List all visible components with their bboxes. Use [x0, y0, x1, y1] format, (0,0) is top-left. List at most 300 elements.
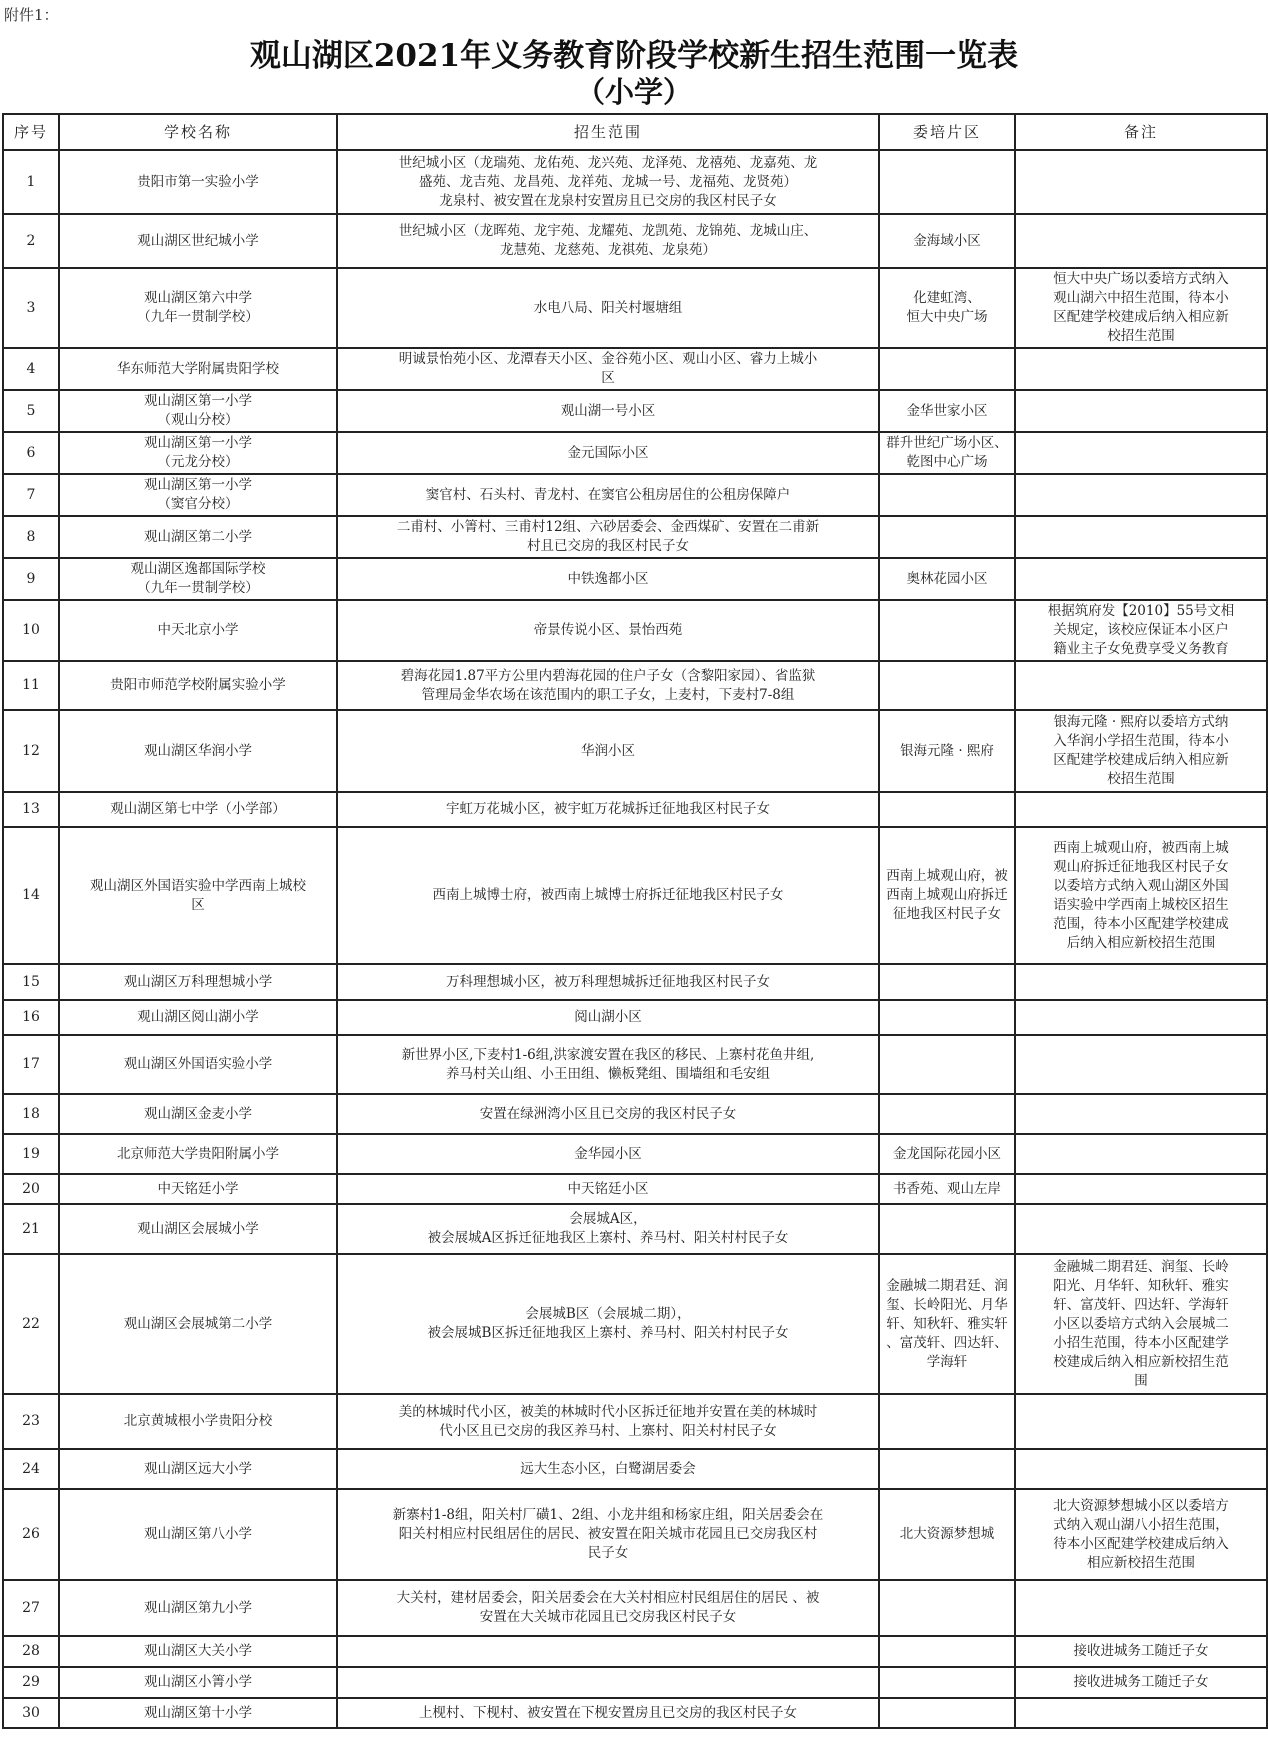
cell-entrusted-area-line: 征地我区村民子女 — [893, 906, 1001, 922]
cell-remarks — [1015, 1204, 1267, 1254]
cell-entrusted-area — [879, 1449, 1015, 1489]
cell-entrusted-area-line: 乾图中心广场 — [906, 454, 988, 470]
cell-enrollment-scope — [337, 1394, 879, 1449]
cell-school-name-line: 贵阳市第一实验小学 — [137, 173, 259, 190]
cell-enrollment-scope — [337, 1134, 879, 1174]
cell-school-name — [59, 710, 337, 792]
cell-school-name — [59, 268, 337, 348]
cell-remarks-line: 区配建学校建成后纳入相应新 — [1053, 752, 1229, 768]
cell-enrollment-scope-line: 宇虹万花城小区，被宇虹万花城拆迁征地我区村民子女 — [446, 801, 770, 817]
cell-school-name — [59, 214, 337, 268]
cell-enrollment-scope-line: 中天铭廷小区 — [567, 1180, 649, 1197]
page-title: 观山湖区2021年义务教育阶段学校新生招生范围一览表 — [249, 38, 1019, 74]
cell-enrollment-scope — [337, 390, 879, 432]
cell-entrusted-area-line: 化建虹湾、 — [913, 290, 981, 306]
table-row — [3, 432, 1267, 474]
cell-enrollment-scope-line: 大关村，建材居委会，阳关居委会在大关村相应村民组居住的居民 、被 — [396, 1590, 820, 1606]
cell-number: 11 — [3, 661, 59, 710]
cell-remarks-line: 银海元隆 · 熙府以委培方式纳 — [1053, 714, 1229, 730]
cell-entrusted-area — [879, 1394, 1015, 1449]
cell-entrusted-area — [879, 1580, 1015, 1636]
cell-enrollment-scope — [337, 1489, 879, 1580]
cell-remarks — [1015, 600, 1267, 661]
cell-entrusted-area-line: 金华世家小区 — [906, 402, 988, 419]
cell-number: 14 — [3, 827, 59, 964]
cell-remarks-line: 接收进城务工随迁子女 — [1073, 1674, 1209, 1690]
cell-school-name — [59, 661, 337, 710]
cell-remarks-line: 接收进城务工随迁子女 — [1073, 1643, 1209, 1659]
cell-entrusted-area — [879, 661, 1015, 710]
cell-enrollment-scope-line: 会展城A区， — [569, 1211, 647, 1227]
table-row — [3, 1254, 1267, 1394]
cell-remarks — [1015, 1489, 1267, 1580]
table-row — [3, 214, 1267, 268]
cell-remarks-line: 根据筑府发【2010】55号文相 — [1047, 603, 1235, 619]
cell-school-name — [59, 1000, 337, 1035]
cell-remarks-line: 小招生范围，待本小区配建学 — [1053, 1334, 1229, 1351]
cell-enrollment-scope-line: 水电八局、阳关村堰塘组 — [533, 299, 683, 316]
cell-remarks-line: 校招生范围 — [1107, 771, 1175, 787]
cell-remarks-line: 观山府拆迁征地我区村民子女 — [1053, 858, 1229, 875]
cell-enrollment-scope-line: 会展城B区（会展城二期）， — [525, 1306, 691, 1322]
cell-school-name — [59, 432, 337, 474]
cell-entrusted-area-line: 金融城二期君廷、润 — [886, 1277, 1008, 1294]
table-row — [3, 390, 1267, 432]
cell-enrollment-scope — [337, 1204, 879, 1254]
cell-remarks-line: 小区以委培方式纳入会展城二 — [1053, 1315, 1229, 1332]
cell-enrollment-scope-line: 管理局金华农场在该范围内的职工子女，上麦村，下麦村7-8组 — [421, 686, 795, 703]
cell-remarks — [1015, 661, 1267, 710]
cell-school-name-line: （观山分校） — [157, 412, 239, 428]
cell-school-name — [59, 1489, 337, 1580]
cell-remarks-line: 西南上城观山府，被西南上城 — [1053, 839, 1229, 856]
cell-school-name-line: 观山湖区第一小学 — [144, 477, 252, 493]
cell-school-name-line: 观山湖区外国语实验小学 — [123, 1056, 273, 1072]
page-subtitle: （小学） — [575, 75, 692, 109]
cell-remarks — [1015, 516, 1267, 558]
cell-remarks — [1015, 1134, 1267, 1174]
cell-entrusted-area — [879, 390, 1015, 432]
table-row — [3, 1449, 1267, 1489]
cell-school-name — [59, 348, 337, 390]
cell-school-name — [59, 1174, 337, 1204]
table-row — [3, 474, 1267, 516]
cell-enrollment-scope — [337, 432, 879, 474]
header-remarks: 备注 — [1015, 114, 1267, 150]
cell-entrusted-area — [879, 150, 1015, 214]
cell-number: 4 — [3, 348, 59, 390]
cell-entrusted-area — [879, 964, 1015, 1000]
cell-entrusted-area-line: 西南上城观山府拆迁 — [886, 887, 1008, 903]
cell-remarks-line: 轩、富茂轩、四达轩、学海轩 — [1053, 1296, 1229, 1313]
cell-number: 2 — [3, 214, 59, 268]
cell-school-name — [59, 1394, 337, 1449]
cell-remarks-line: 阳光、月华轩、知秋轩、雅实 — [1053, 1277, 1229, 1294]
cell-entrusted-area — [879, 268, 1015, 348]
cell-enrollment-scope-line: 新寨村1-8组，阳关村厂磺1、2组、小龙井组和杨家庄组，阳关居委会在 — [392, 1507, 824, 1523]
cell-entrusted-area — [879, 1667, 1015, 1698]
cell-remarks-line: 以委培方式纳入观山湖区外国 — [1053, 877, 1229, 894]
cell-entrusted-area-line: 玺、长岭阳光、月华 — [886, 1296, 1008, 1313]
table-row — [3, 600, 1267, 661]
cell-school-name-line: 观山湖区金麦小学 — [144, 1105, 252, 1122]
cell-remarks — [1015, 214, 1267, 268]
cell-remarks — [1015, 827, 1267, 964]
table-row — [3, 792, 1267, 827]
cell-school-name — [59, 1254, 337, 1394]
cell-enrollment-scope-line: 养马村关山组、小王田组、懒板凳组、围墙组和毛安组 — [446, 1065, 770, 1082]
cell-school-name-line: （元龙分校） — [157, 454, 239, 470]
table-row — [3, 348, 1267, 390]
cell-entrusted-area — [879, 474, 1015, 516]
cell-number: 20 — [3, 1174, 59, 1204]
cell-enrollment-scope — [337, 661, 879, 710]
cell-school-name-line: 观山湖区万科理想城小学 — [123, 973, 273, 990]
cell-enrollment-scope — [337, 1449, 879, 1489]
cell-school-name-line: 观山湖区第十小学 — [144, 1704, 252, 1721]
cell-number: 30 — [3, 1698, 59, 1728]
cell-school-name-line: （九年一贯制学校） — [137, 580, 259, 596]
cell-entrusted-area-line: 金海域小区 — [913, 232, 981, 249]
cell-school-name-line: 观山湖区第七中学（小学部） — [110, 801, 286, 817]
cell-remarks — [1015, 1580, 1267, 1636]
cell-number: 10 — [3, 600, 59, 661]
cell-entrusted-area-line: 奥林花园小区 — [906, 570, 988, 587]
cell-enrollment-scope-line: 明诚景怡苑小区、龙潭春天小区、金谷苑小区、观山小区、睿力上城小 — [398, 351, 818, 367]
header-school-name: 学校名称 — [59, 114, 337, 150]
cell-entrusted-area — [879, 1000, 1015, 1035]
cell-enrollment-scope-line: 窦官村、石头村、青龙村、在窦官公租房居住的公租房保障户 — [425, 486, 791, 503]
cell-enrollment-scope — [337, 1094, 879, 1134]
cell-enrollment-scope-line: 二甫村、小箐村、三甫村12组、六砂居委会、金西煤矿、安置在二甫新 — [396, 519, 820, 535]
cell-remarks-line: 语实验中学西南上城校区招生 — [1053, 896, 1229, 913]
cell-enrollment-scope — [337, 558, 879, 600]
cell-entrusted-area — [879, 214, 1015, 268]
cell-entrusted-area — [879, 827, 1015, 964]
cell-school-name-line: 观山湖区阅山湖小学 — [137, 1009, 259, 1025]
cell-enrollment-scope — [337, 516, 879, 558]
cell-enrollment-scope-line: 中铁逸都小区 — [567, 570, 649, 587]
cell-remarks-line: 关规定，该校应保证本小区户 — [1053, 622, 1229, 638]
cell-enrollment-scope-line: 万科理想城小区，被万科理想城拆迁征地我区村民子女 — [446, 973, 770, 990]
cell-school-name — [59, 1035, 337, 1094]
cell-remarks-line: 式纳入观山湖八小招生范围， — [1053, 1516, 1229, 1533]
cell-remarks — [1015, 558, 1267, 600]
cell-entrusted-area-line: 学海轩 — [926, 1353, 968, 1370]
cell-number: 29 — [3, 1667, 59, 1698]
cell-entrusted-area — [879, 1035, 1015, 1094]
cell-remarks — [1015, 1094, 1267, 1134]
table-row — [3, 1094, 1267, 1134]
cell-enrollment-scope — [337, 1035, 879, 1094]
cell-entrusted-area — [879, 558, 1015, 600]
cell-school-name-line: 观山湖区小箐小学 — [144, 1674, 252, 1690]
header-enrollment-scope: 招生范围 — [337, 114, 879, 150]
cell-enrollment-scope-line: 碧海花园1.87平方公里内碧海花园的住户子女（含黎阳家园）、省监狱 — [400, 667, 816, 684]
cell-entrusted-area — [879, 1254, 1015, 1394]
cell-enrollment-scope-line: 金华园小区 — [574, 1145, 642, 1162]
cell-number: 18 — [3, 1094, 59, 1134]
cell-school-name-line: 观山湖区华润小学 — [144, 742, 252, 759]
cell-enrollment-scope — [337, 1580, 879, 1636]
cell-remarks-line: 校招生范围 — [1107, 328, 1175, 344]
attachment-label: 附件1： — [4, 6, 59, 24]
cell-school-name — [59, 1698, 337, 1728]
cell-entrusted-area-line: 群升世纪广场小区、 — [886, 435, 1008, 451]
cell-remarks-line: 入华润小学招生范围，待本小 — [1053, 733, 1229, 749]
cell-remarks-line: 相应新校招生范围 — [1087, 1554, 1195, 1571]
cell-enrollment-scope — [337, 268, 879, 348]
cell-remarks — [1015, 1254, 1267, 1394]
table-row — [3, 150, 1267, 214]
cell-enrollment-scope-line: 上枧村、下枧村、被安置在下枧安置房且已交房的我区村民子女 — [419, 1704, 797, 1721]
table-row — [3, 710, 1267, 792]
cell-number: 7 — [3, 474, 59, 516]
cell-remarks-line: 金融城二期君廷、润玺、长岭 — [1053, 1258, 1229, 1275]
cell-entrusted-area — [879, 1489, 1015, 1580]
cell-remarks — [1015, 1000, 1267, 1035]
cell-remarks-line: 待本小区配建学校建成后纳入 — [1053, 1535, 1229, 1552]
cell-school-name-line: 中天铭廷小学 — [157, 1180, 239, 1197]
cell-school-name-line: 观山湖区远大小学 — [144, 1460, 252, 1477]
cell-number: 6 — [3, 432, 59, 474]
cell-school-name-line: 观山湖区逸都国际学校 — [130, 561, 266, 577]
cell-entrusted-area — [879, 1094, 1015, 1134]
cell-remarks-line: 籍业主子女免费享受义务教育 — [1053, 641, 1229, 657]
cell-number: 24 — [3, 1449, 59, 1489]
cell-school-name-line: 区 — [191, 896, 205, 913]
cell-school-name-line: 观山湖区外国语实验中学西南上城校 — [90, 877, 306, 894]
cell-enrollment-scope-line: 金元国际小区 — [567, 444, 649, 461]
enrollment-table — [2, 113, 1268, 1729]
cell-entrusted-area-line: 书香苑、观山左岸 — [893, 1180, 1001, 1197]
cell-number: 17 — [3, 1035, 59, 1094]
table-row — [3, 1000, 1267, 1035]
cell-number: 1 — [3, 150, 59, 214]
cell-number: 23 — [3, 1394, 59, 1449]
table-body — [3, 150, 1267, 1728]
cell-enrollment-scope-line: 世纪城小区（龙瑞苑、龙佑苑、龙兴苑、龙泽苑、龙禧苑、龙嘉苑、龙 — [398, 154, 818, 171]
cell-school-name-line: 观山湖区会展城第二小学 — [123, 1315, 273, 1332]
cell-remarks — [1015, 390, 1267, 432]
cell-number: 22 — [3, 1254, 59, 1394]
cell-school-name — [59, 600, 337, 661]
table-row — [3, 1580, 1267, 1636]
table-row — [3, 558, 1267, 600]
cell-school-name-line: 贵阳市师范学校附属实验小学 — [110, 677, 286, 693]
cell-remarks-line: 观山湖六中招生范围，待本小 — [1053, 290, 1229, 306]
cell-school-name-line: 观山湖区第六中学 — [144, 290, 252, 306]
cell-enrollment-scope-line: 阅山湖小区 — [574, 1009, 642, 1025]
cell-number: 12 — [3, 710, 59, 792]
table-header-row — [3, 114, 1267, 150]
cell-remarks-line: 区配建学校建成后纳入相应新 — [1053, 309, 1229, 325]
cell-school-name-line: 观山湖区第一小学 — [144, 393, 252, 409]
cell-school-name-line: （九年一贯制学校） — [137, 309, 259, 325]
table-row — [3, 661, 1267, 710]
cell-school-name-line: 观山湖区第二小学 — [144, 528, 252, 545]
cell-remarks — [1015, 710, 1267, 792]
cell-enrollment-scope-line: 美的林城时代小区，被美的林城时代小区拆迁征地并安置在美的林城时 — [398, 1403, 818, 1420]
cell-remarks — [1015, 474, 1267, 516]
cell-number: 15 — [3, 964, 59, 1000]
cell-entrusted-area — [879, 1204, 1015, 1254]
cell-enrollment-scope — [337, 1254, 879, 1394]
cell-remarks — [1015, 348, 1267, 390]
table-row — [3, 1698, 1267, 1728]
cell-enrollment-scope — [337, 214, 879, 268]
table-row — [3, 1174, 1267, 1204]
cell-enrollment-scope-line: 华润小区 — [581, 742, 635, 759]
cell-school-name — [59, 1204, 337, 1254]
cell-enrollment-scope — [337, 1698, 879, 1728]
cell-number: 8 — [3, 516, 59, 558]
cell-entrusted-area — [879, 1636, 1015, 1667]
cell-school-name-line: 观山湖区第一小学 — [144, 435, 252, 451]
cell-school-name-line: 观山湖区第九小学 — [144, 1599, 252, 1616]
cell-school-name — [59, 516, 337, 558]
cell-entrusted-area-line: 、富茂轩、四达轩、 — [886, 1334, 1008, 1351]
table-row — [3, 1667, 1267, 1698]
cell-entrusted-area — [879, 1174, 1015, 1204]
cell-enrollment-scope — [337, 792, 879, 827]
cell-enrollment-scope-line: 龙泉村、被安置在龙泉村安置房且已交房的我区村民子女 — [439, 192, 777, 209]
cell-enrollment-scope — [337, 710, 879, 792]
table-row — [3, 1636, 1267, 1667]
cell-enrollment-scope — [337, 827, 879, 964]
cell-entrusted-area — [879, 516, 1015, 558]
cell-entrusted-area — [879, 432, 1015, 474]
table-row — [3, 1134, 1267, 1174]
cell-number: 28 — [3, 1636, 59, 1667]
cell-entrusted-area-line: 西南上城观山府，被 — [886, 868, 1008, 884]
cell-remarks — [1015, 1035, 1267, 1094]
cell-entrusted-area — [879, 710, 1015, 792]
cell-enrollment-scope-line: 世纪城小区（龙晖苑、龙宇苑、龙耀苑、龙凯苑、龙锦苑、龙城山庄、 — [398, 223, 818, 239]
cell-school-name-line: 北京黄城根小学贵阳分校 — [123, 1413, 273, 1429]
table-row — [3, 516, 1267, 558]
cell-school-name-line: （窦官分校） — [157, 496, 239, 512]
cell-school-name — [59, 1636, 337, 1667]
table-row — [3, 1035, 1267, 1094]
cell-remarks — [1015, 150, 1267, 214]
cell-school-name-line: 中天北京小学 — [157, 622, 239, 638]
cell-school-name-line: 观山湖区大关小学 — [144, 1643, 252, 1659]
cell-enrollment-scope — [337, 1000, 879, 1035]
cell-enrollment-scope-line: 安置在大关城市花园且已交房我区村民子女 — [479, 1609, 737, 1625]
cell-entrusted-area-line: 北大资源梦想城 — [899, 1526, 995, 1542]
cell-remarks — [1015, 1174, 1267, 1204]
cell-number: 26 — [3, 1489, 59, 1580]
cell-enrollment-scope-line: 被会展城A区拆迁征地我区上寨村、养马村、阳关村村民子女 — [427, 1230, 789, 1246]
cell-school-name — [59, 1667, 337, 1698]
cell-number: 19 — [3, 1134, 59, 1174]
cell-enrollment-scope-line: 区 — [601, 370, 615, 386]
header-entrusted-area: 委培片区 — [879, 114, 1015, 150]
cell-entrusted-area — [879, 1134, 1015, 1174]
cell-remarks-line: 恒大中央广场以委培方式纳入 — [1053, 271, 1229, 287]
cell-remarks — [1015, 1698, 1267, 1728]
cell-school-name — [59, 1134, 337, 1174]
cell-school-name-line: 华东师范大学附属贵阳学校 — [117, 360, 279, 377]
cell-entrusted-area — [879, 600, 1015, 661]
cell-remarks — [1015, 268, 1267, 348]
cell-remarks — [1015, 1449, 1267, 1489]
cell-enrollment-scope-line: 帝景传说小区、景怡西苑 — [533, 622, 683, 638]
cell-school-name-line: 观山湖区会展城小学 — [137, 1220, 259, 1237]
cell-remarks-line: 后纳入相应新校招生范围 — [1066, 934, 1216, 951]
cell-number: 13 — [3, 792, 59, 827]
cell-enrollment-scope — [337, 348, 879, 390]
table-row — [3, 827, 1267, 964]
cell-enrollment-scope-line: 观山湖一号小区 — [560, 402, 656, 419]
cell-number: 27 — [3, 1580, 59, 1636]
cell-enrollment-scope-line: 代小区且已交房的我区养马村、上寨村、阳关村村民子女 — [439, 1422, 777, 1439]
cell-enrollment-scope — [337, 1174, 879, 1204]
cell-enrollment-scope-line: 盛苑、龙吉苑、龙昌苑、龙祥苑、龙城一号、龙福苑、龙贤苑） — [419, 173, 797, 190]
cell-remarks — [1015, 1394, 1267, 1449]
cell-remarks-line: 校建成后纳入相应新校招生范 — [1053, 1353, 1229, 1370]
cell-entrusted-area — [879, 792, 1015, 827]
table-row — [3, 964, 1267, 1000]
cell-enrollment-scope-line: 龙慧苑、龙慈苑、龙祺苑、龙泉苑） — [500, 242, 716, 258]
cell-school-name — [59, 827, 337, 964]
cell-entrusted-area-line: 银海元隆 · 熙府 — [900, 742, 994, 759]
table-row — [3, 1394, 1267, 1449]
cell-number: 21 — [3, 1204, 59, 1254]
cell-enrollment-scope — [337, 1636, 879, 1667]
cell-enrollment-scope — [337, 600, 879, 661]
header-number: 序号 — [3, 114, 59, 150]
cell-school-name — [59, 792, 337, 827]
cell-number: 16 — [3, 1000, 59, 1035]
cell-school-name — [59, 390, 337, 432]
cell-enrollment-scope-line: 远大生态小区，白鹭湖居委会 — [520, 1460, 696, 1477]
cell-entrusted-area — [879, 348, 1015, 390]
cell-school-name — [59, 1580, 337, 1636]
cell-enrollment-scope-line: 西南上城博士府，被西南上城博士府拆迁征地我区村民子女 — [432, 887, 784, 903]
cell-enrollment-scope-line: 新世界小区,下麦村1-6组,洪家渡安置在我区的移民、上寨村花鱼井组, — [401, 1046, 815, 1063]
cell-entrusted-area-line: 轩、知秋轩、雅实轩 — [886, 1315, 1008, 1332]
table-row — [3, 1204, 1267, 1254]
cell-entrusted-area-line: 金龙国际花园小区 — [893, 1145, 1001, 1162]
cell-enrollment-scope-line: 阳关村相应村民组居住的居民、被安置在阳关城市花园且已交房我区村 — [398, 1526, 818, 1542]
cell-remarks — [1015, 432, 1267, 474]
cell-school-name — [59, 964, 337, 1000]
table-row — [3, 268, 1267, 348]
table-row — [3, 1489, 1267, 1580]
cell-enrollment-scope-line: 民子女 — [587, 1545, 629, 1561]
cell-enrollment-scope-line: 被会展城B区拆迁征地我区上寨村、养马村、阳关村村民子女 — [427, 1325, 789, 1341]
cell-enrollment-scope-line: 村且已交房的我区村民子女 — [527, 538, 689, 554]
cell-school-name — [59, 150, 337, 214]
cell-enrollment-scope — [337, 964, 879, 1000]
cell-remarks — [1015, 964, 1267, 1000]
cell-entrusted-area — [879, 1698, 1015, 1728]
cell-entrusted-area-line: 恒大中央广场 — [906, 309, 988, 325]
cell-school-name-line: 北京师范大学贵阳附属小学 — [117, 1145, 279, 1162]
cell-remarks-line: 北大资源梦想城小区以委培方 — [1053, 1497, 1229, 1514]
cell-enrollment-scope — [337, 150, 879, 214]
cell-school-name — [59, 1449, 337, 1489]
cell-enrollment-scope-line: 安置在绿洲湾小区且已交房的我区村民子女 — [479, 1105, 737, 1122]
cell-remarks-line: 围 — [1134, 1372, 1148, 1389]
cell-school-name-line: 观山湖区世纪城小学 — [137, 232, 259, 249]
cell-school-name — [59, 558, 337, 600]
cell-remarks-line: 范围，待本小区配建学校建成 — [1053, 915, 1229, 932]
cell-enrollment-scope — [337, 1667, 879, 1698]
cell-school-name — [59, 1094, 337, 1134]
